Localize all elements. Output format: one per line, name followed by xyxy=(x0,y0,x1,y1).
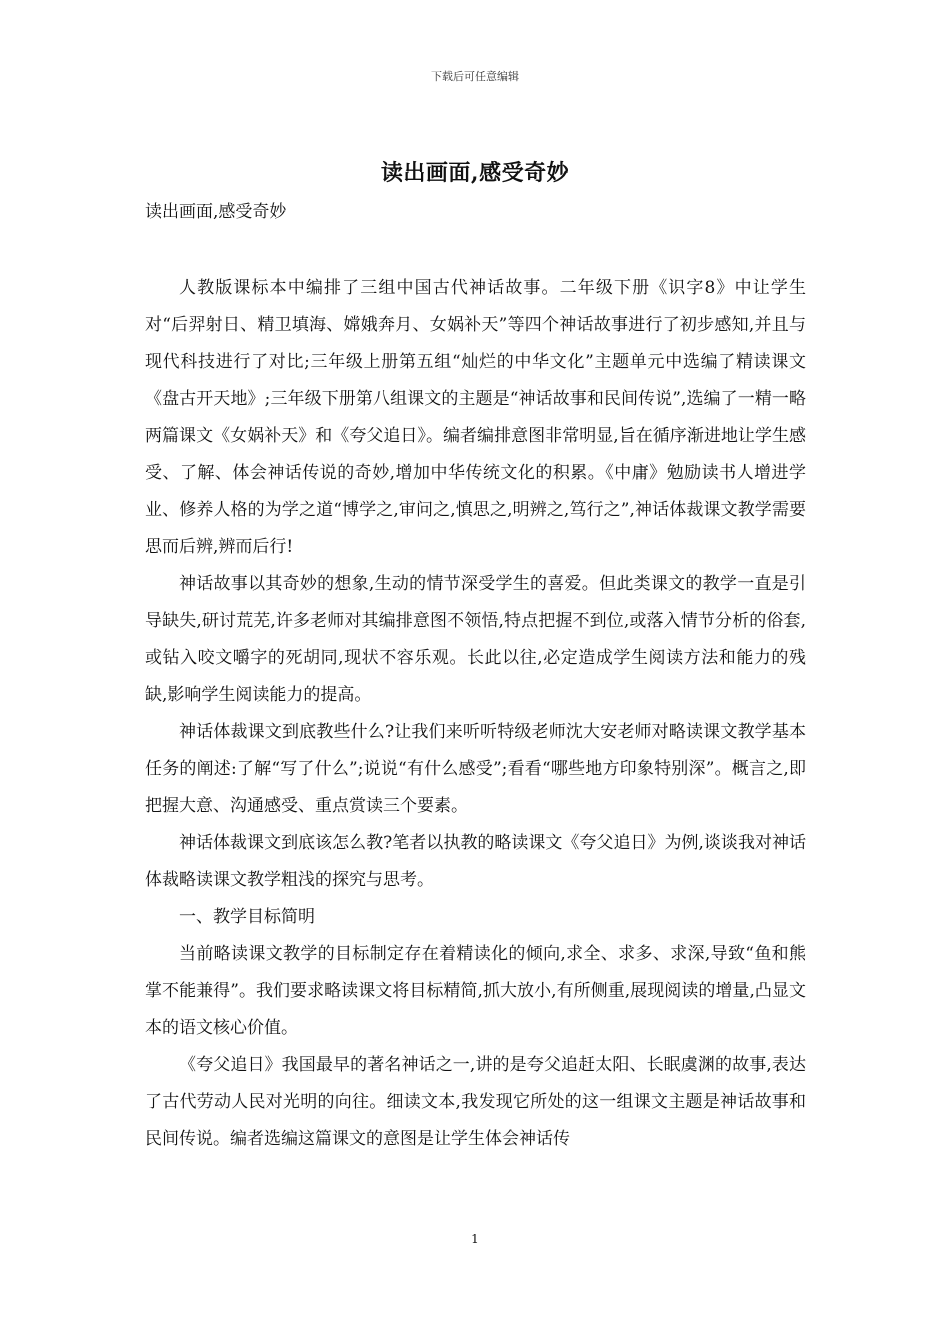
body-paragraph: 神话故事以其奇妙的想象,生动的情节深受学生的喜爱。但此类课文的教学一直是引导缺失,研讨荒芜,许多老师对其编排意图不领悟,特点把握不到位,或落入情节分析的俗套,或钻入咬文嚼字的死胡同,现状不容乐观。长此以往,必定造成学生阅读方法和能力的残缺,影响学生阅读能力的提高。 xyxy=(145,574,806,705)
body-paragraph: 当前略读课文教学的目标制定存在着精读化的倾向,求全、求多、求深,导致“鱼和熊掌不能兼得”。我们要求略读课文将目标精简,抓大放小,有所侧重,展现阅读的增量,凸显文本的语文核心价值。 xyxy=(145,944,806,1038)
body-paragraph: 人教版课标本中编排了三组中国古代神话故事。二年级下册《识字8》中让学生对“后羿射日、精卫填海、嫦娥奔月、女娲补天”等四个神话故事进行了初步感知,并且与现代科技进行了对比;三年级上册第五组“灿烂的中华文化”主题单元中选编了精读课文《盘古开天地》;三年级下册第八组课文的主题是“神话故事和民间传说”,选编了一精一略两篇课文《女娲补天》和《夸父追日》。编者编排意图非常明显,旨在循序渐进地让学生感受、了解、体会神话传说的奇妙,增加中华传统文化的积累。《中庸》勉励读书人增进学业、修养人格的为学之道“博学之,审问之,慎思之,明辨之,笃行之”,神话体裁课文教学需要思而后辨,辨而后行! xyxy=(145,278,806,557)
document-subtitle: 读出画面,感受奇妙 xyxy=(145,202,287,222)
document-body xyxy=(145,270,806,1158)
body-paragraph: 神话体裁课文到底教些什么?让我们来听听特级老师沈大安老师对略读课文教学基本任务的阐述:了解“写了什么”;说说“有什么感受”;看看“哪些地方印象特别深”。概言之,即把握大意、沟通感受、重点赏读三个要素。 xyxy=(145,722,806,816)
page-header-note: 下载后可任意编辑 xyxy=(431,70,519,83)
section-heading: 一、教学目标简明 xyxy=(179,907,315,927)
page-number: 1 xyxy=(471,1232,479,1246)
body-paragraph: 神话体裁课文到底该怎么教?笔者以执教的略读课文《夸父追日》为例,谈谈我对神话体裁略读课文教学粗浅的探究与思考。 xyxy=(145,833,806,890)
document-title: 读出画面,感受奇妙 xyxy=(380,160,570,186)
body-paragraph: 《夸父追日》我国最早的著名神话之一,讲的是夸父追赶太阳、长眠虞渊的故事,表达了古代劳动人民对光明的向往。细读文本,我发现它所处的这一组课文主题是神话故事和民间传说。编者选编这篇课文的意图是让学生体会神话传 xyxy=(145,1055,806,1149)
